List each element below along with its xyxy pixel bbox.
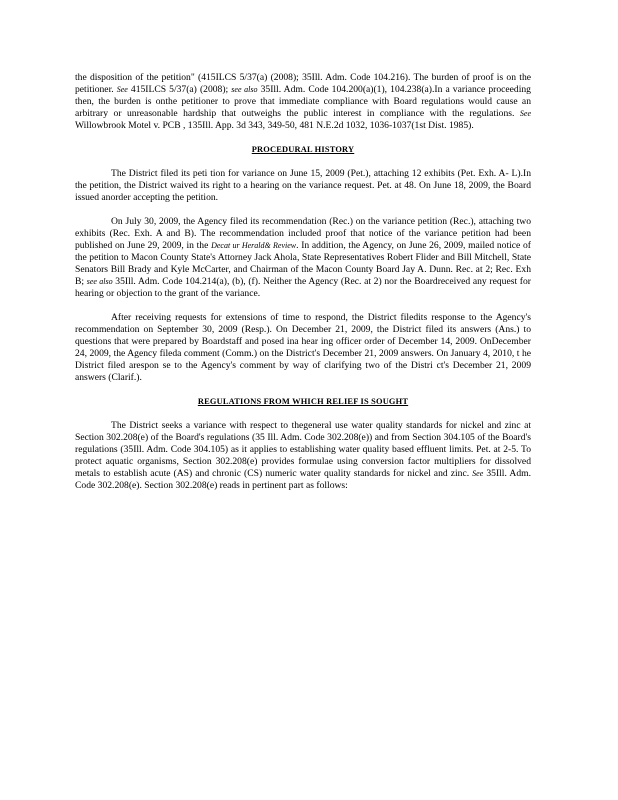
paragraph-text: Willowbrook Motel v. PCB , 135Ill. App. 3d 343, 349-50, 481 N.E.2d 1032, 1036-1037(1st Dist. 1985). bbox=[75, 120, 474, 131]
paragraph-responses: After receiving requests for extensions of time to respond, the District filedits response to the Agency's recommendation on September 30, 2009 (Resp.). On December 21, 2009, the District filed its answers (Ans.) to questions that were prepared by Boardstaff and posed ina hear ing officer order of December 14, 2009. OnDecember 24, 2009, the Agency fileda comment (Comm.) on the District's December 21, 2009 answers. On January 4, 2010, t he District filed arespon se to the Agency's comment by way of clarifying two of the Distri ct's December 21, 2009 answers (Clarif.). bbox=[75, 312, 531, 383]
paragraph-text: 415ILCS 5/37(a) (2008); bbox=[130, 84, 229, 95]
paragraph-text: The District seeks a variance with respect to thegeneral use water quality standards for nickel and zinc at Section 302.208(e) of the Board's regulations (35 Ill. Adm. Code 302.208(e)) and from Section 304.105 of the Board's regulations (35Ill. Adm. Code 304.105) as it applies to establishing water quality based effluent limits. Pet. at 2-5. To protect aquatic organisms, Section 302.208(e) provides formulae using conversion factor multipliers for dissolved metals to establish acute (AS) and chronic (CS) numeric water quality standards for nickel and zinc. bbox=[75, 420, 531, 479]
citation-signal: See bbox=[519, 109, 531, 118]
citation-signal: see also bbox=[231, 85, 258, 94]
paragraph-variance-request bbox=[75, 420, 531, 492]
newspaper-name: Decat ur Herald& Review bbox=[211, 241, 297, 250]
paragraph-text: . In addition, the Agency, on June 26, 2009, mailed notice of the petition to Macon County State's Attorney Jack Ahola, State Representatives Robert Flider and Bill Mitchell, State Senators Bill Brady and Kyle McCarter, and Chairman of the Macon County Board Jay A. Dunn. Rec. at 2; Rec. Exh B; bbox=[75, 240, 531, 287]
section-heading-procedural-history: PROCEDURAL HISTORY bbox=[251, 145, 355, 154]
paragraph-text: 35Ill. Adm. Code 302.208(e). Section 302.208(e) reads in pertinent part as follows: bbox=[75, 468, 531, 491]
paragraph-burden-of-proof bbox=[75, 72, 531, 132]
citation-signal: See bbox=[116, 85, 128, 94]
document-body bbox=[75, 72, 531, 492]
paragraph-text: 35Ill. Adm. Code 104.200(a)(1), 104.238(a).In a variance proceeding then, the burden is onthe petitioner to prove that immediate compliance with Board regulations would cause an arbitrary or unreasonable hardship that outweighs the public interest in compliance with the regulations. bbox=[75, 84, 531, 119]
citation-signal: see also bbox=[86, 277, 113, 286]
paragraph-text: 35Ill. Adm. Code 104.214(a), (b), (f). Neither the Agency (Rec. at 2) nor the Boardreceived any request for hearing or objection to the grant of the variance. bbox=[75, 276, 531, 299]
citation-signal: See bbox=[472, 469, 484, 478]
paragraph-petition-filing: The District filed its peti tion for variance on June 15, 2009 (Pet.), attaching 12 exhibits (Pet. Exh. A- L).In the petition, the District waived its right to a hearing on the variance request. Pet. at 48. On June 18, 2009, the Board issued anorder accepting the petition. bbox=[75, 168, 531, 203]
section-heading-regulations: REGULATIONS FROM WHICH RELIEF IS SOUGHT bbox=[197, 397, 409, 406]
paragraph-agency-recommendation bbox=[75, 216, 531, 300]
paragraph-text: the disposition of the petition" (415ILCS 5/37(a) (2008); 35Ill. Adm. Code 104.216). The burden of proof is on the petitioner. bbox=[75, 72, 531, 95]
paragraph-text: On July 30, 2009, the Agency filed its recommendation (Rec.) on the variance petition (Rec.), attaching two exhibits (Rec. Exh. A and B). The recommendation included proof that notice of the variance petition had been published on June 29, 2009, in the bbox=[75, 216, 531, 251]
